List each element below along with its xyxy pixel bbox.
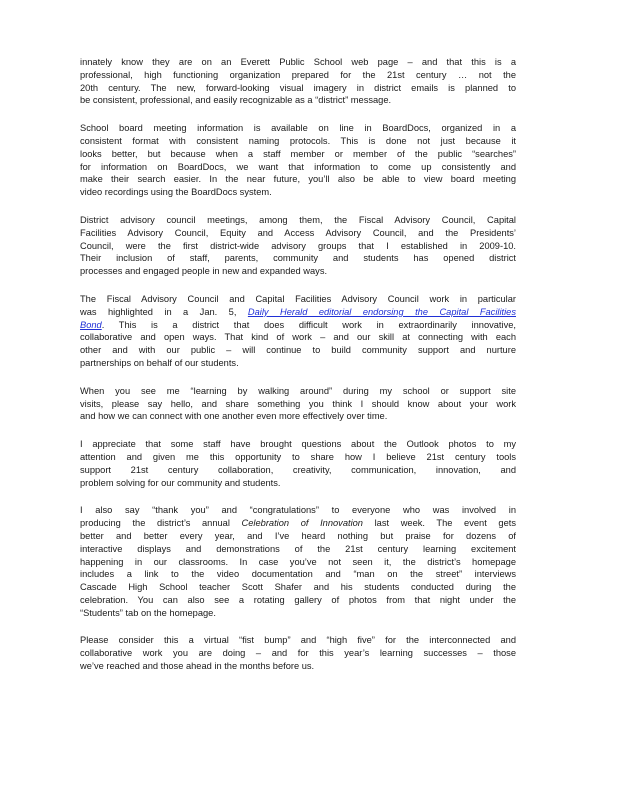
text-line: celebration. You can also see a rotating gallery of photos from that night under the (80, 594, 516, 605)
text-line: The Fiscal Advisory Council and Capital Facilities Advisory Council work in particular (80, 293, 516, 304)
text-line: collaborative and open ways. That kind of work – and our skill at connecting with each (80, 332, 516, 343)
text-fragment: producing the district’s annual (80, 518, 230, 529)
text-line: better and better every year, and I’ve heard nothing but praise for dozens of (80, 530, 516, 541)
paragraph-outlook-photos (80, 438, 516, 489)
text-fragment: . This is a district that does difficult work in extraordinarily innovative, (101, 319, 516, 330)
paragraph-walking-around (80, 385, 516, 423)
text-fragment: last week. The event gets (374, 518, 516, 529)
text-line: Please consider this a virtual “fist bump” and “high five” for the interconnected and (80, 635, 516, 646)
text-line: “Students” tab on the homepage. (80, 607, 216, 618)
text-line: looks better, but because when a staff member or member of the public “searches” (80, 148, 516, 159)
text-line: I appreciate that some staff have brought questions about the Outlook photos to my (80, 439, 516, 450)
text-line: District advisory council meetings, among them, the Fiscal Advisory Council, Capital (80, 214, 516, 225)
text-fragment: was highlighted in a Jan. 5, (80, 306, 237, 317)
text-line: be consistent, professional, and easily recognizable as a “district” message. (80, 95, 392, 106)
text-line: collaborative work you are doing – and for this year’s learning successes – those (80, 648, 516, 659)
text-line (80, 319, 516, 332)
daily-herald-editorial-link[interactable]: Daily Herald editorial endorsing the Capital Facilities (247, 306, 516, 317)
text-line: make their search easier. In the near future, you’ll also be able to view board meeting (80, 174, 516, 185)
text-line: partnerships on behalf of our students. (80, 357, 239, 368)
text-line: consistent format with consistent naming protocols. This is done not just because it (80, 135, 516, 146)
paragraph-closing (80, 634, 516, 672)
event-name: Celebration of Innovation (241, 518, 363, 529)
paragraph-advisory-councils (80, 214, 516, 278)
text-line: happening in our classrooms. In case you’ve not seen it, the district’s homepage (80, 556, 516, 567)
text-line: professional, high functioning organization prepared for the 21st century … not the (80, 69, 516, 80)
text-line: processes and engaged people in new and expanded ways. (80, 266, 328, 277)
text-line: visits, please say hello, and share something you think I should know about your work (80, 398, 516, 409)
text-line: for information on BoardDocs, we want that information to come up consistently and (80, 161, 516, 172)
paragraph-fiscal-council (80, 293, 516, 370)
text-line: support 21st century collaboration, creativity, communication, innovation, and (80, 464, 516, 475)
text-line: I also say “thank you” and “congratulations” to everyone who was involved in (80, 505, 516, 516)
text-line: other and with our public – will continue to build community support and nurture (80, 345, 516, 356)
text-line: includes a link to the video documentation and “man on the street” interviews (80, 569, 516, 580)
text-line: Council, were the first district-wide advisory groups that I established in 2009-10. (80, 240, 516, 251)
text-line (80, 306, 516, 319)
text-line (80, 517, 516, 530)
text-line: Facilities Advisory Council, Equity and Access Advisory Council, and the Presidents’ (80, 227, 516, 238)
paragraph-boarddocs (80, 122, 516, 199)
text-line: School board meeting information is available on line in BoardDocs, organized in a (80, 123, 516, 134)
text-line: we’ve reached and those ahead in the months before us. (80, 661, 315, 672)
letter-body (80, 56, 516, 688)
text-line: and how we can connect with one another even more effectively over time. (80, 411, 388, 422)
paragraph-celebration (80, 504, 516, 619)
text-line: Their inclusion of staff, parents, community and students has opened district (80, 253, 516, 264)
paragraph-web-branding (80, 56, 516, 107)
text-line: When you see me “learning by walking around” during my school or support site (80, 385, 516, 396)
text-line: problem solving for our community and students. (80, 477, 281, 488)
text-line: innately know they are on an Everett Public School web page – and that this is a (80, 57, 516, 67)
text-line: attention and given me this opportunity to share how I believe 21st century tools (80, 451, 516, 462)
text-line: Cascade High School teacher Scott Shafer and his students conducted during the (80, 582, 516, 593)
text-line: 20th century. The new, forward-looking visual imagery in district emails is planned to (80, 82, 516, 93)
capital-facilities-bond-link[interactable]: Bond (80, 319, 102, 330)
text-line: video recordings using the BoardDocs system. (80, 187, 272, 198)
text-line: interactive displays and demonstrations of the 21st century learning excitement (80, 543, 516, 554)
